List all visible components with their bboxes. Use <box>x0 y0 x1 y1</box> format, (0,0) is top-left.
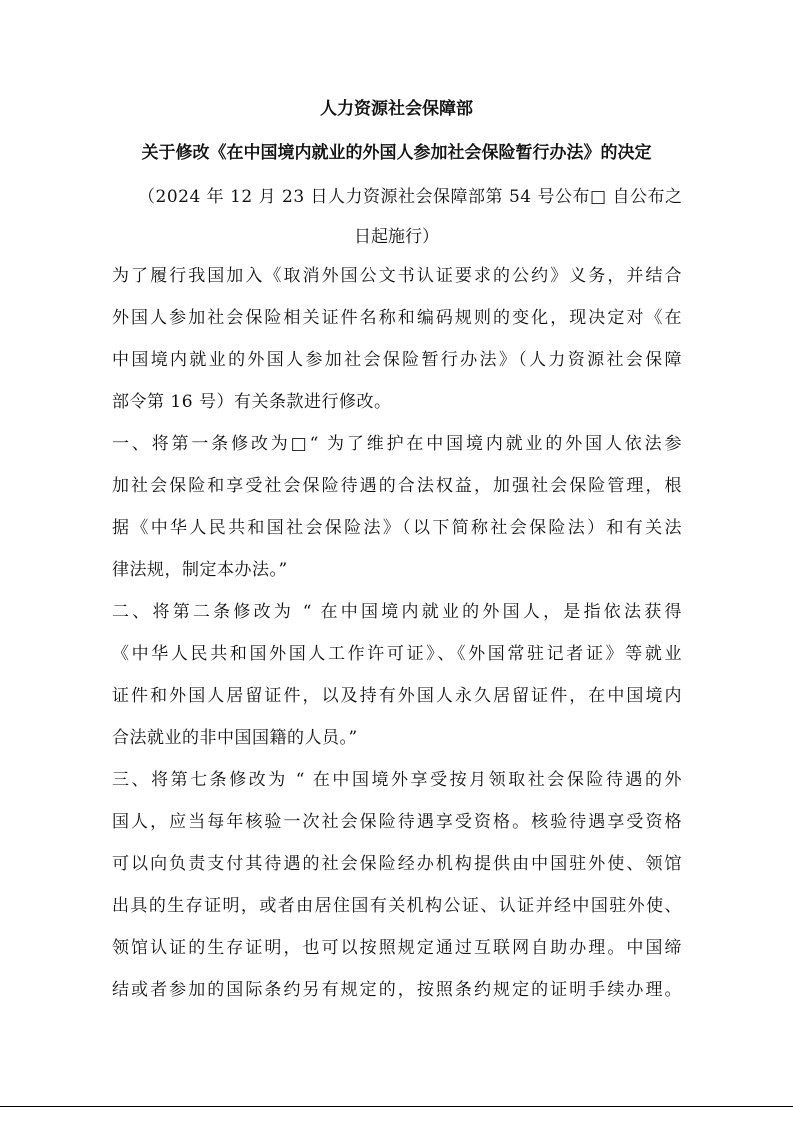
paragraph-2-line-1: 一、将第一条修改为□“ 为了维护在中国境内就业的外国人依法参 <box>112 434 682 454</box>
issue-note-line-1: （2024 年 12 月 23 日人力资源社会保障部第 54 号公布□ 自公布之 <box>138 187 683 207</box>
paragraph-3-line-4: 合法就业的非中国国籍的人员。” <box>112 728 358 748</box>
paragraph-1-line-1: 为了履行我国加入《取消外国公文书认证要求的公约》义务，并结合 <box>112 266 682 286</box>
paragraph-1-line-3: 中国境内就业的外国人参加社会保险暂行办法》（人力资源社会保障 <box>112 350 682 370</box>
issue-note-line-2: 日起施行） <box>354 227 439 247</box>
paragraph-2-line-3: 据《中华人民共和国社会保险法》（以下简称社会保险法）和有关法 <box>112 518 682 538</box>
paragraph-1-line-4: 部令第 16 号）有关条款进行修改。 <box>112 392 392 412</box>
paragraph-4-line-4: 出具的生存证明，或者由居住国有关机构公证、认证并经中国驻外使、 <box>112 896 682 916</box>
paragraph-3-line-1: 二、将第二条修改为 “ 在中国境内就业的外国人，是指依法获得 <box>112 602 682 622</box>
paragraph-4-line-1: 三、将第七条修改为 “ 在中国境外享受按月领取社会保险待遇的外 <box>112 770 682 790</box>
paragraph-1-line-2: 外国人参加社会保险相关证件名称和编码规则的变化，现决定对《在 <box>112 308 682 328</box>
paragraph-4-line-6: 结或者参加的国际条约另有规定的，按照条约规定的证明手续办理。 <box>112 980 682 1000</box>
paragraph-4-line-2: 国人，应当每年核验一次社会保险待遇享受资格。核验待遇享受资格 <box>112 812 682 832</box>
document-subtitle: 关于修改《在中国境内就业的外国人参加社会保险暂行办法》的决定 <box>141 143 652 163</box>
paragraph-3-line-3: 证件和外国人居留证件，以及持有外国人永久居留证件，在中国境内 <box>112 686 682 706</box>
document-title: 人力资源社会保障部 <box>320 99 473 119</box>
paragraph-4-line-5: 领馆认证的生存证明，也可以按照规定通过互联网自助办理。中国缔 <box>112 938 682 958</box>
paragraph-2-line-4: 律法规，制定本办法。” <box>112 560 288 580</box>
paragraph-4-line-3: 可以向负责支付其待遇的社会保险经办机构提供由中国驻外使、领馆 <box>112 854 682 874</box>
page-bottom-rule <box>0 1106 793 1107</box>
paragraph-3-line-2: 《中华人民共和国外国人工作许可证》、《外国常驻记者证》等就业 <box>112 644 682 664</box>
paragraph-2-line-2: 加社会保险和享受社会保险待遇的合法权益，加强社会保险管理，根 <box>112 476 682 496</box>
